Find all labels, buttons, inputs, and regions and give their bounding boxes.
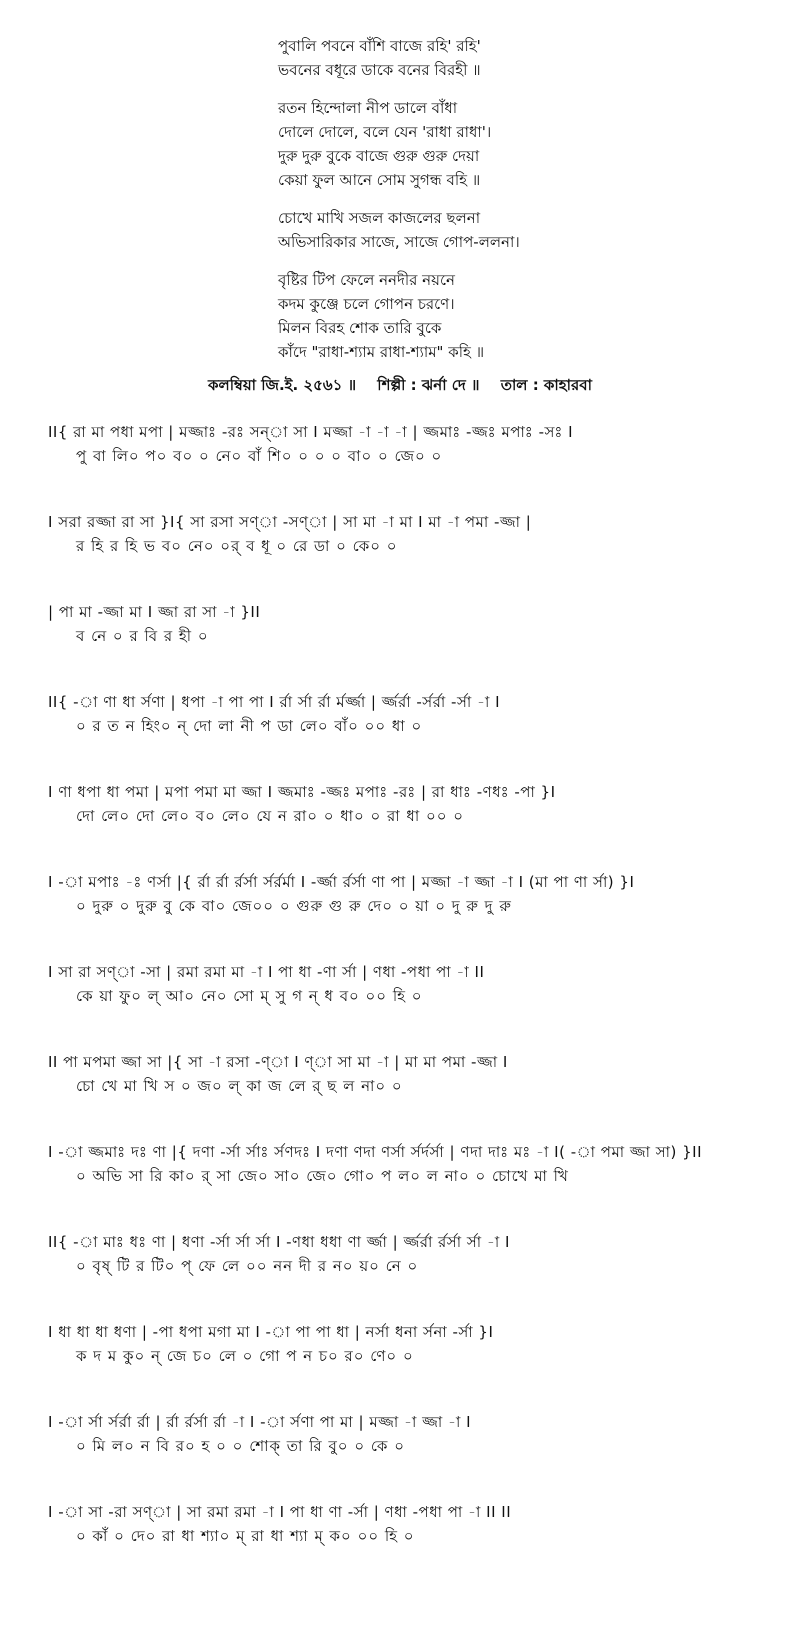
lyric-syllable-line: চো খে মা খি স ০ জ০ ল্ কা জ লে র্ ছ ল না০ ০ (76, 1077, 403, 1095)
notation-block (48, 1050, 768, 1140)
swara-line: I -া মপাঃ -ঃ ণর্সা |{ র্রা র্রা র্রর্সা র্সর্রর্মা I -র্জ্জা র্রর্সা ণা পা | মজ্জা -া জ্জা -া I (মা পা ণা র্সা) }I (48, 873, 635, 891)
swara-line: II{ -া ণা ধা র্সণা | ধপা -া পা পা I র্রা র্সা র্রা র্মর্জ্জা | র্জ্জর্রা -র্সর্রা -র্সা -া I (48, 693, 501, 711)
lyric-syllable-line: ০ কাঁ ০ দে০ রা ধা শ্যা০ ম্ রা ধা শ্যা ম্ ক০ ০০ হি ০ (76, 1527, 415, 1545)
lyric-line: পুবালি পবনে বাঁশি বাজে রহি' রহি' (278, 37, 481, 55)
notation-block (48, 1320, 768, 1410)
lyric-line: দুরু দুরু বুকে বাজে গুরু গুরু দেয়া (278, 147, 480, 165)
swara-line: I -া সা -রা সণ্া | সা রমা রমা -া I পা ধা ণা -র্সা | ণধা -পধা পা -া II II (48, 1503, 512, 1521)
artist-name: শিল্পী : ঝর্না দে ॥ (377, 376, 480, 394)
notation-block (48, 960, 768, 1050)
notation-block (48, 690, 768, 780)
lyric-line: কদম কুঞ্জে চলে গোপন চরণে। (278, 295, 455, 313)
lyric-syllable-line: র হি র হি ভ ব০ নে০ ০র্ ব ধূ ০ রে ডা ০ কে০ ০ (76, 537, 398, 555)
notation-block (48, 1230, 768, 1320)
notation-block (48, 510, 768, 600)
lyric-syllable-line: দো লে০ দো লে০ ব০ লে০ যে ন রা০ ০ ধা০ ০ রা ধা ০০ ০ (76, 807, 464, 825)
swara-line: I -া র্সা র্সর্রা র্রা | র্রা র্রর্সা র্রা -া I -া র্সণা পা মা | মজ্জা -া জ্জা -া I (48, 1413, 472, 1431)
lyric-syllable-line: ব নে ০ র বি র হী ০ (76, 627, 209, 645)
lyric-line: ভবনের বধূরে ডাকে বনের বিরহী ॥ (278, 61, 481, 79)
swaralipi-notation (48, 420, 768, 1590)
lyric-stanza (278, 268, 698, 364)
notation-block (48, 1500, 768, 1590)
lyric-line: কাঁদে "রাধা-শ্যাম রাধা-শ্যাম" কহি ॥ (278, 343, 485, 361)
lyric-line: চোখে মাখি সজল কাজলের ছলনা (278, 209, 481, 227)
swara-line: II{ রা মা পধা মপা | মজ্জাঃ -রঃ সন্া সা I মজ্জা -া -া -া | জ্জমাঃ -জ্জঃ মপাঃ -সঃ I (48, 423, 574, 441)
song-lyrics (278, 34, 698, 378)
lyric-syllable-line: ০ দুরু ০ দুরু বু কে বা০ জে০০ ০ গুরু গু রু দে০ ০ য়া ০ দু রু দু রু (76, 897, 512, 915)
notation-block (48, 420, 768, 510)
swara-line: II পা মপমা জ্জা সা |{ সা -া রসা -ণ্া I ণ্া সা মা -া | মা মা পমা -জ্জা I (48, 1053, 508, 1071)
record-number: কলম্বিয়া জি.ই. ২৫৬১ ॥ (208, 376, 357, 394)
notation-block (48, 1140, 768, 1230)
lyric-line: মিলন বিরহ শোক তারি বুকে (278, 319, 442, 337)
swara-line: I সা রা সণ্া -সা | রমা রমা মা -া I পা ধা -ণা র্সা | ণধা -পধা পা -া II (48, 963, 485, 981)
notation-block (48, 870, 768, 960)
lyric-line: দোলে দোলে, বলে যেন 'রাধা রাধা'। (278, 123, 492, 141)
lyric-stanza (278, 96, 698, 192)
lyric-syllable-line: পু বা লি০ প০ ব০ ০ নে০ বাঁ শি০ ০ ০ ০ বা০ ০ জে০ ০ (76, 447, 443, 465)
notation-block (48, 1410, 768, 1500)
lyric-line: অভিসারিকার সাজে, সাজে গোপ-ললনা। (278, 233, 520, 251)
lyric-syllable-line: ০ অভি সা রি কা০ র্ সা জে০ সা০ জে০ গো০ প ল০ ল না০ ০ চোখে মা খি (76, 1167, 569, 1185)
swara-line: I ণা ধপা ধা পমা | মপা পমা মা জ্জা I জ্জমাঃ -জ্জঃ মপাঃ -রঃ | রা ধাঃ -ণধঃ -পা }I (48, 783, 556, 801)
lyric-syllable-line: ক দ ম কু০ ন্ জে চ০ লে ০ গো প ন চ০ র০ ণে০ ০ (76, 1347, 414, 1365)
song-meta (0, 374, 800, 399)
lyric-syllable-line: ০ মি ল০ ন বি র০ হ ০ ০ শোক্ তা রি বু০ ০ কে ০ (76, 1437, 405, 1455)
swara-line: I ধা ধা ধা ধণা | -পা ধপা মগা মা I -া পা পা ধা | নর্সা ধনা র্সনা -র্সা }I (48, 1323, 494, 1341)
lyric-line: কেয়া ফুল আনে সোম সুগন্ধ বহি ॥ (278, 171, 481, 189)
tala-name: তাল : কাহারবা (500, 376, 592, 394)
lyric-syllable-line: ০ র ত ন হিং০ ন্ দো লা নী প ডা লে০ বাঁ০ ০০ ধা ০ (76, 717, 423, 735)
lyric-syllable-line: ০ বৃষ্ টি র টি০ প্ ফে লে ০০ নন দী র ন০ য়০ নে ০ (76, 1257, 419, 1275)
notation-block (48, 600, 768, 690)
lyric-stanza (278, 34, 698, 82)
lyric-syllable-line: কে য়া ফু০ ল্ আ০ নে০ সো ম্ সু গ ন্ ধ ব০ ০০ হি ০ (76, 987, 423, 1005)
lyric-line: রতন হিন্দোলা নীপ ডালে বাঁধা (278, 99, 458, 117)
notation-block (48, 780, 768, 870)
swara-line: | পা মা -জ্জা মা I জ্জা রা সা -া }II (48, 603, 261, 621)
lyric-line: বৃষ্টির টিপ ফেলে ননদীর নয়নে (278, 271, 455, 289)
swara-line: I সরা রজ্জা রা সা }I{ সা রসা সণ্া -সণ্া | সা মা -া মা I মা -া পমা -জ্জা | (48, 513, 532, 531)
lyric-stanza (278, 206, 698, 254)
swara-line: II{ -া মাঃ ধঃ ণা | ধণা -র্সা র্সা র্সা I -ণধা ধধা ণা র্জ্জা | র্জ্জর্রা র্রর্সা র্সা -া I (48, 1233, 510, 1251)
swara-line: I -া জ্জমাঃ দঃ ণা |{ দণা -র্সা র্সাঃ র্সণদঃ I দণা ণদা ণর্সা র্সর্দর্সা | ণদা দাঃ মঃ -া I( -া পমা জ্জা সা) }II (48, 1143, 703, 1161)
